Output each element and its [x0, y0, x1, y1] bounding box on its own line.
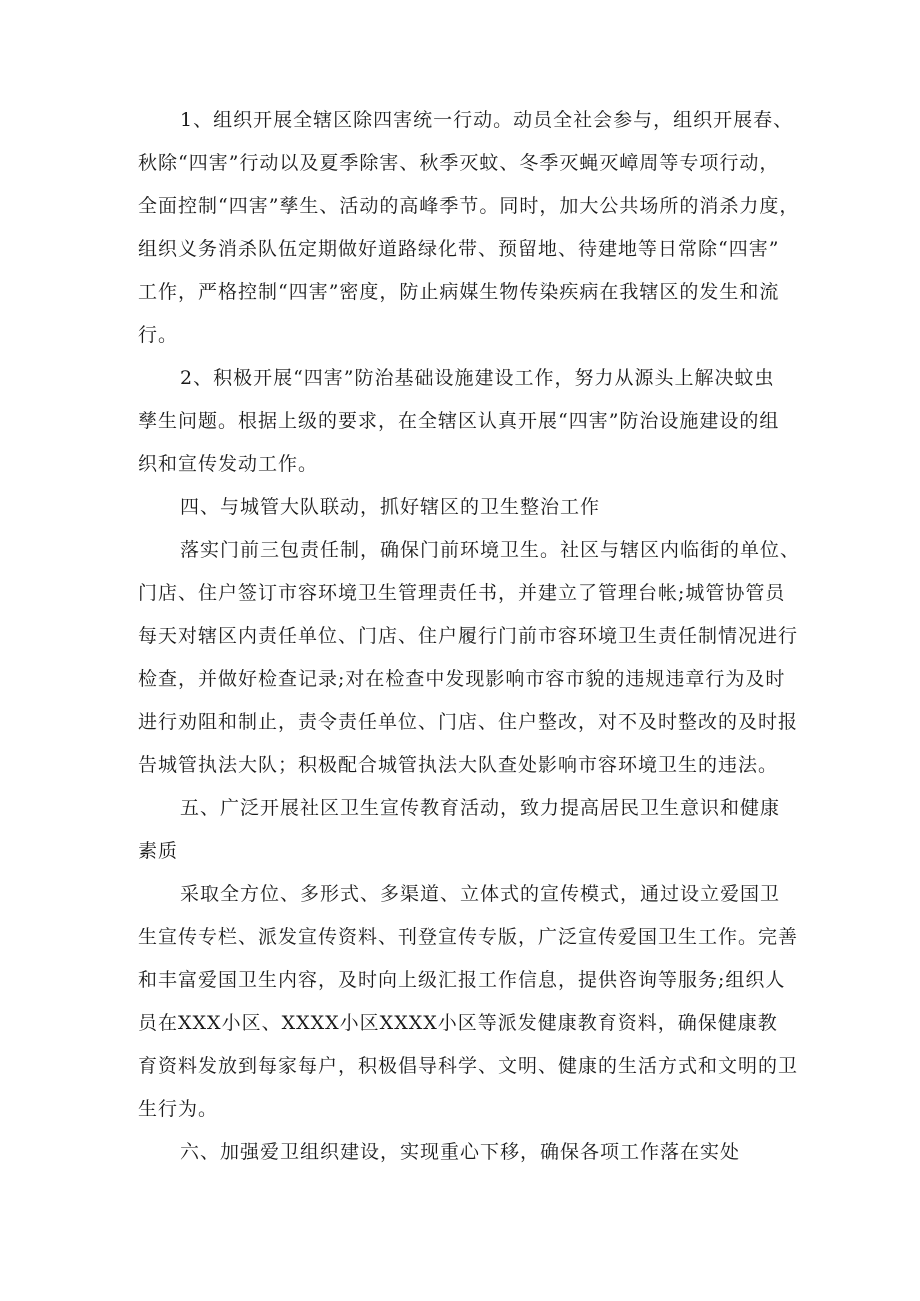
text-line: 组织义务消杀队伍定期做好道路绿化带、预留地、待建地等日常除“四害” [138, 238, 780, 260]
text-line: 织和宣传发动工作。 [138, 453, 319, 475]
text-line: 生行为。 [138, 1098, 219, 1120]
text-line: 孳生问题。根据上级的要求，在全辖区认真开展“四害”防治设施建设的组 [138, 410, 780, 432]
text-line: 每天对辖区内责任单位、门店、住户履行门前市容环境卫生责任制情况进行 [138, 625, 799, 647]
section-heading: 六、加强爱卫组织建设，实现重心下移，确保各项工作落在实处 [180, 1141, 741, 1163]
text-line: 秋除“四害”行动以及夏季除害、秋季灭蚊、冬季灭蝇灭嶂周等专项行动， [138, 152, 780, 174]
text-line: 采取全方位、多形式、多渠道、立体式的宣传模式，通过设立爱国卫 [180, 883, 781, 905]
text-line: 员在XXX小区、XXXX小区XXXX小区等派发健康教育资料，确保健康教 [138, 1012, 778, 1034]
section-heading: 四、与城管大队联动，抓好辖区的卫生整治工作 [180, 496, 601, 518]
text-line: 2、积极开展“四害”防治基础设施建设工作，努力从源头上解决蚊虫 [180, 367, 775, 389]
text-line: 和丰富爱国卫生内容，及时向上级汇报工作信息，提供咨询等服务;组织人 [138, 969, 786, 991]
text-line: 行。 [138, 324, 179, 346]
section-heading-continuation: 素质 [138, 840, 179, 862]
text-line: 检查，并做好检查记录;对在检查中发现影响市容市貌的违规违章行为及时 [138, 668, 786, 690]
text-line: 工作，严格控制“四害”密度，防止病媒生物传染疾病在我辖区的发生和流 [138, 281, 780, 303]
text-line: 1、组织开展全辖区除四害统一行动。动员全社会参与，组织开展春、 [180, 109, 794, 131]
text-line: 落实门前三包责任制，确保门前环境卫生。社区与辖区内临街的单位、 [180, 539, 801, 561]
text-line: 全面控制“四害”孳生、活动的高峰季节。同时，加大公共场所的消杀力度， [138, 195, 800, 217]
section-heading: 五、广泛开展社区卫生宣传教育活动，致力提高居民卫生意识和健康 [180, 797, 781, 819]
text-line: 育资料发放到每家每户，积极倡导科学、文明、健康的生活方式和文明的卫 [138, 1055, 799, 1077]
text-line: 进行劝阻和制止，责令责任单位、门店、住户整改，对不及时整改的及时报 [138, 711, 799, 733]
text-line: 门店、住户签订市容环境卫生管理责任书，并建立了管理台帐;城管协管员 [138, 582, 786, 604]
text-line: 生宣传专栏、派发宣传资料、刊登宣传专版，广泛宣传爱国卫生工作。完善 [138, 926, 799, 948]
text-line: 告城管执法大队；积极配合城管执法大队查处影响市容环境卫生的违法。 [138, 754, 779, 776]
